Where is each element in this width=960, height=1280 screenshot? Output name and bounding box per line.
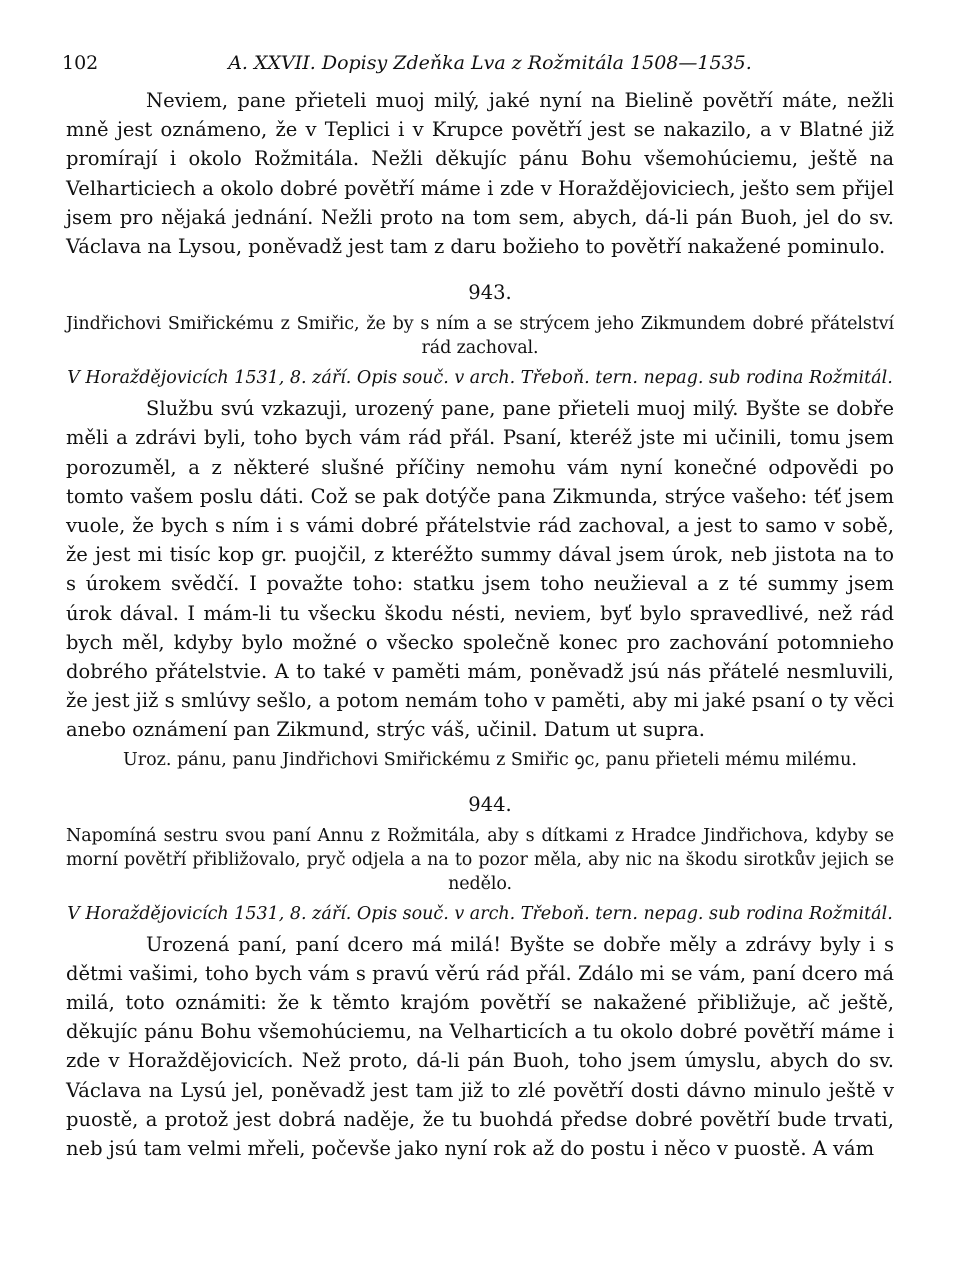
letter-source: V Horaždějovicích 1531, 8. září. Opis souč. v arch. Třeboň. tern. nepag. sub rodina Rožmitál. [67, 368, 893, 389]
letter-body: Urozená paní, paní dcero má milá! Byšte se dobře měly a zdrávy byly i s dětmi vašimi, toho bych vám s pravú věrú rád přál. Zdálo mi se vám, paní dcero má milá, toto oznámiti: že k těmto krajóm povětří se nakažené přibližuje, ač ještě, děkujíc pánu Bohu všemohúciemu, na Velharticích a tu okolo dobré povětří máme i zde v Horaždějovicích. Než proto, dá-li pán Buoh, toho jsem úmyslu, abych do sv. Václava na Lysú jel, poněvadž jest tam již to zlé povětří dosti dávno minulo ještě v puostě, a protož jest dobrá naděje, že tu buohdá předse dobré povětří bude trvati, neb jsú tam velmi mřeli, počevše jako nyní rok až do postu i něco v puostě. A vám [66, 932, 894, 1161]
running-title: A. XXVII. Dopisy Zdeňka Lva z Rožmitála 1508—1535. [228, 52, 752, 74]
letter-body: Službu svú vzkazuji, urozený pane, pane přieteli muoj milý. Byšte se dobře měli a zdrávi byli, toho bych vám rád přál. Psaní, kteréž jste mi učinili, tomu jsem porozuměl, a z některé slušné příčiny nemohu vám nyní konečné odpovědi po tomto vašem poslu dáti. Což se pak dotýče pana Zikmunda, strýce vašeho: téť jsem vuole, že bych s ním i s vámi dobré přátelstvie rád zachoval, a jest to samo v sobě, že jest mi tisíc kop gr. puojčil, z kteréžto summy dával jsem úrok, neb jistota na to s úrokem svědčí. I považte toho: statku jsem toho neužieval a z té summy jsem úrok dával. I mám-li tu všecku škodu nésti, neviem, byť bylo spravedlivé, než rád bych měl, kdyby bylo možné o všecko společně konec pro zachování potomnieho dobrého přátelstvie. A to také v paměti mám, poněvadž jsú nás přátelé nesmluvili, že jest již s smlúvy sešlo, a potom nemám toho v paměti, aby mi jaké psaní o ty věci anebo oznámení pan Zikmund, strýc váš, učinil. Datum ut supra. [66, 397, 894, 742]
letter-regest: Napomíná sestru svou paní Annu z Rožmitála, aby s dítkami z Hradce Jindřichova, kdyby se morní povětří přibližovalo, pryč odjela a na to pozor měla, aby nic na škodu sirotkův jejich se nedělo. [66, 825, 894, 894]
letter-source: V Horaždějovicích 1531, 8. září. Opis souč. v arch. Třeboň. tern. nepag. sub rodina Rožmitál. [67, 903, 893, 924]
letter-address: Uroz. pánu, panu Jindřichovi Smiřickému z Smiřic ꝯc, panu přieteli mému milému. [123, 749, 857, 770]
running-head [62, 52, 894, 86]
letter-943 [66, 281, 894, 772]
letter-944 [66, 793, 894, 1164]
continuation-paragraph: Neviem, pane přieteli muoj milý, jaké nyní na Bielině povětří máte, nežli mně jest oznámeno, že v Teplici i v Krupce povětří jest se nakazilo, a v Blatné již promírají i okolo Rožmitála. Nežli děkujíc pánu Bohu všemohúciemu, ještě na Velharticiech a okolo dobré povětří máme i zde v Horaždějoviciech, ješto sem přijel jsem pro nějaká jednání. Nežli proto na tom sem, abych, dá-li pán Buoh, jel do sv. Václava na Lysou, poněvadž jest tam z daru božieho to povětří nakažené pominulo. [66, 89, 894, 259]
page-number: 102 [62, 52, 99, 74]
letter-number: 944. [468, 792, 512, 816]
letter-number: 943. [468, 281, 512, 305]
document-page [62, 52, 894, 1163]
letter-regest: Jindřichovi Smiřickému z Smiřic, že by s ním a se strýcem jeho Zikmundem dobré přátelství rád zachoval. [66, 314, 894, 359]
